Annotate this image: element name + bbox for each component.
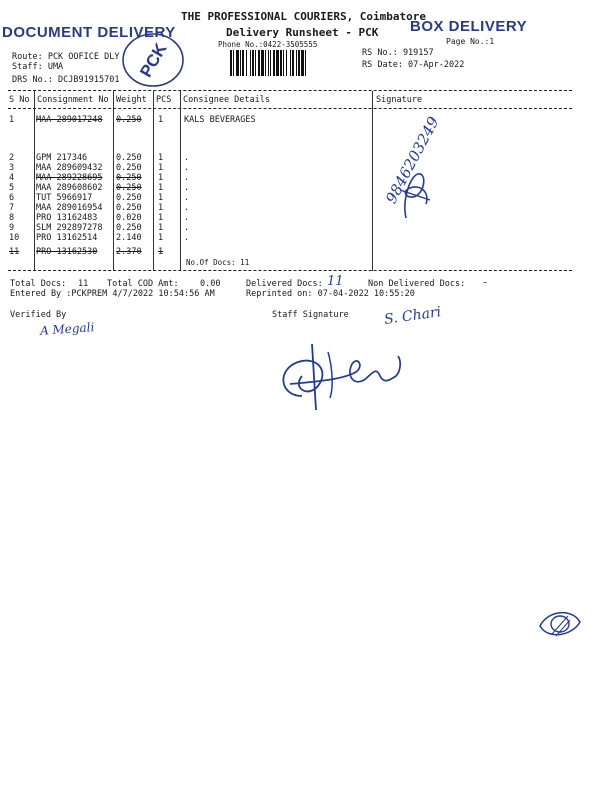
staff-signature (272, 336, 422, 418)
col-pcs: PCS (156, 95, 172, 105)
circle-stamp-text: PCK (136, 39, 171, 81)
col-weight: Weight (116, 95, 147, 105)
route: Route: PCK OOFICE DLY (12, 52, 120, 62)
eye-doodle (536, 604, 584, 644)
handwritten-staff-name: S. Chari (383, 304, 443, 328)
box-delivery-stamp: BOX DELIVERY (410, 18, 528, 35)
barcode (230, 50, 348, 76)
company-name: THE PROFESSIONAL COURIERS, Coimbatore (181, 10, 427, 23)
total-cod-label: Total COD Amt: (107, 279, 179, 289)
non-delivered-docs-label: Non Delivered Docs: (368, 279, 466, 289)
staff-signature-label: Staff Signature (272, 310, 349, 320)
reprinted-on: Reprinted on: 07-04-2022 10:55:20 (246, 289, 415, 299)
document-delivery-stamp: DOCUMENT DELIVERY (2, 24, 176, 41)
col-signature: Signature (376, 95, 423, 105)
total-docs-value: 11 (78, 279, 89, 289)
staff: Staff: UMA (12, 62, 64, 72)
pck-circle-stamp (118, 30, 188, 90)
col-sno: S No (9, 95, 30, 105)
consignee-signature (396, 170, 436, 220)
delivered-docs-label: Delivered Docs: (246, 279, 323, 289)
delivered-docs-handwritten: 11 (327, 274, 344, 289)
verified-by-label: Verified By (10, 310, 67, 320)
column-header-rule (8, 108, 572, 109)
handwritten-verifier: A Megali (39, 320, 95, 338)
drs-number: DRS No.: DCJB91915701 (12, 75, 120, 85)
entered-by: Entered By :PCKPREM 4/7/2022 10:54:56 AM (10, 289, 215, 299)
total-cod-value: 0.00 (200, 279, 221, 289)
col-consignment: Consignment No (37, 95, 109, 105)
no-of-docs: No.Of Docs: 11 (186, 258, 250, 267)
total-docs-label: Total Docs: (10, 279, 67, 289)
rs-date: RS Date: 07-Apr-2022 (362, 60, 465, 70)
phone-number: Phone No.:0422-3505555 (218, 40, 318, 49)
page-number: Page No.:1 (446, 37, 495, 46)
handwritten-phone: 9846203249 (381, 113, 443, 207)
header-rule (8, 90, 572, 91)
col-details: Consignee Details (183, 95, 270, 105)
rs-number: RS No.: 919157 (362, 48, 434, 58)
non-delivered-docs-handwritten: - (483, 275, 488, 289)
runsheet-title: Delivery Runsheet - PCK (226, 26, 379, 39)
table-bottom-rule (8, 270, 572, 271)
